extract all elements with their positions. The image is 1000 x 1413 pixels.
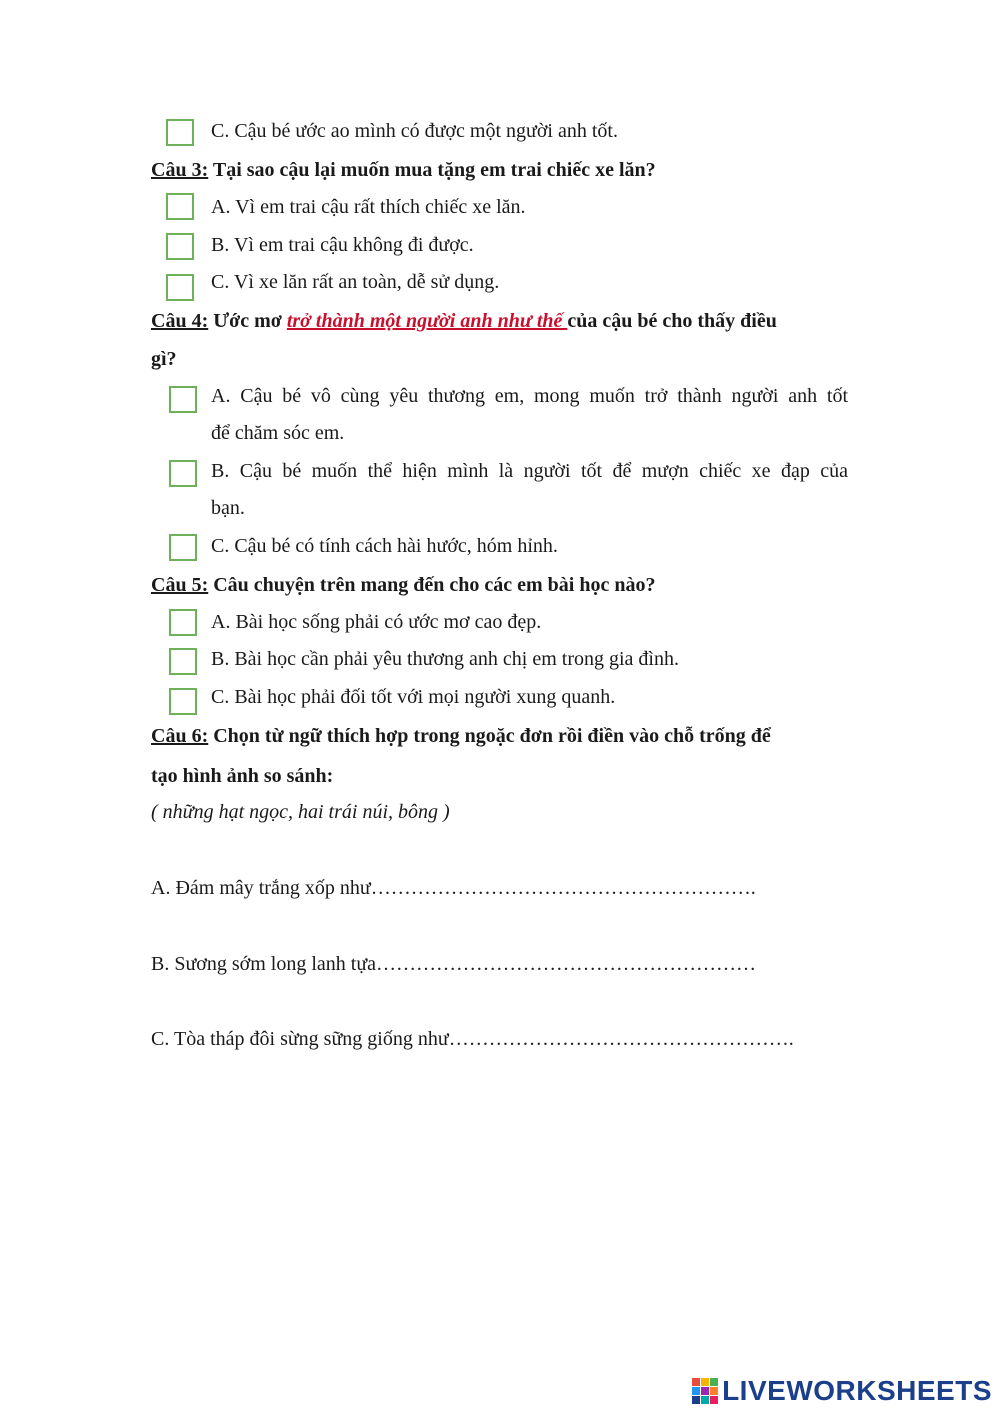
logo-text: LIVEWORKSHEETS <box>722 1375 992 1406</box>
question-text: Ước mơ <box>208 310 287 332</box>
word-choices: ( những hạt ngọc, hai trái núi, bông ) <box>151 801 450 823</box>
question-text-line2: tạo hình ảnh so sánh: <box>151 765 334 787</box>
answer-checkbox[interactable] <box>169 386 197 413</box>
question-6 <box>151 725 771 748</box>
answer-checkbox[interactable] <box>169 688 197 715</box>
answer-checkbox[interactable] <box>169 534 197 561</box>
option-a-text: A. Cậu bé vô cùng yêu thương em, mong muốn trở thành người anh tốt <box>211 385 848 407</box>
option-c-text: C. Cậu bé có tính cách hài hước, hóm hỉnh. <box>211 535 558 557</box>
question-number: Câu 4: <box>151 310 209 332</box>
answer-checkbox[interactable] <box>166 233 194 260</box>
question-4 <box>151 310 777 333</box>
option-c-text: C. Cậu bé ước ao mình có được một người anh tốt. <box>211 120 618 142</box>
question-text: Câu chuyện trên mang đến cho các em bài học nào? <box>208 574 656 596</box>
option-b-text: B. Cậu bé muốn thể hiện mình là người tốt để mượn chiếc xe đạp của <box>211 460 848 482</box>
question-5 <box>151 574 655 597</box>
option-a-text-line2: để chăm sóc em. <box>211 422 345 444</box>
answer-checkbox[interactable] <box>166 274 194 301</box>
answer-checkbox[interactable] <box>166 119 194 146</box>
question-text-line2: gì? <box>151 348 177 370</box>
question-text: của cậu bé cho thấy điều <box>567 310 777 332</box>
option-b-text: B. Bài học cần phải yêu thương anh chị em trong gia đình. <box>211 648 679 670</box>
answer-checkbox[interactable] <box>169 648 197 675</box>
liveworksheets-logo <box>692 1375 992 1407</box>
answer-checkbox[interactable] <box>169 609 197 636</box>
fill-in-blank-b[interactable]: B. Sương sớm long lanh tựa………………………………………………… <box>151 953 757 975</box>
option-a-text: A. Vì em trai cậu rất thích chiếc xe lăn. <box>211 196 526 218</box>
question-number: Câu 5: <box>151 574 209 596</box>
question-text: Tại sao cậu lại muốn mua tặng em trai chiếc xe lăn? <box>208 159 656 181</box>
option-b-text-line2: bạn. <box>211 497 245 519</box>
answer-checkbox[interactable] <box>169 460 197 487</box>
fill-in-blank-a[interactable]: A. Đám mây trắng xốp như…………………………………………………. <box>151 877 756 899</box>
option-b-text: B. Vì em trai cậu không đi được. <box>211 234 474 256</box>
option-c-text: C. Vì xe lăn rất an toàn, dễ sử dụng. <box>211 271 500 293</box>
highlighted-phrase: trở thành một người anh như thế <box>286 310 568 332</box>
logo-grid-icon <box>692 1378 718 1404</box>
question-3 <box>151 159 656 182</box>
question-number: Câu 6: <box>151 725 209 747</box>
option-a-text: A. Bài học sống phải có ước mơ cao đẹp. <box>211 611 542 633</box>
option-c-text: C. Bài học phải đối tốt với mọi người xung quanh. <box>211 686 616 708</box>
question-text: Chọn từ ngữ thích hợp trong ngoặc đơn rồi điền vào chỗ trống để <box>208 725 771 747</box>
fill-in-blank-c[interactable]: C. Tòa tháp đôi sừng sững giống như……………………………………………. <box>151 1028 794 1050</box>
answer-checkbox[interactable] <box>166 193 194 220</box>
question-number: Câu 3: <box>151 159 209 181</box>
